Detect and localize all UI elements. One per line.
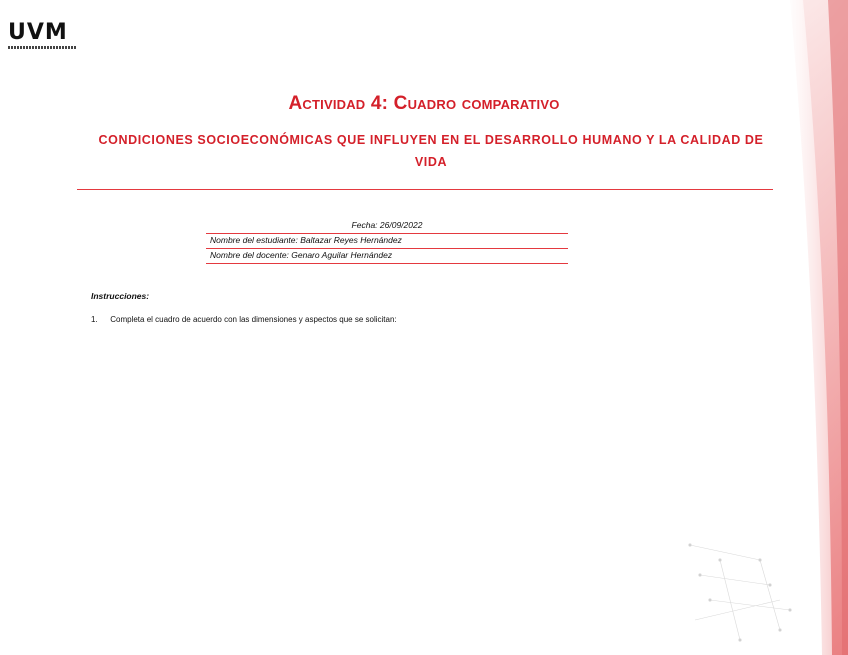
title-cap: C <box>393 93 408 114</box>
title-rest: uadro comparativo <box>407 93 560 114</box>
network-pattern <box>689 544 792 642</box>
title-number: 4: <box>370 93 389 114</box>
date-line: Fecha: 26/09/2022 <box>206 219 568 234</box>
uvm-logo <box>8 22 78 49</box>
document-title <box>0 93 848 115</box>
logo-tagline-graphic <box>8 46 76 49</box>
logo-text: UVM <box>8 20 68 45</box>
info-block <box>206 219 568 264</box>
title-divider <box>77 189 773 190</box>
document-subtitle: CONDICIONES SOCIOECONÓMICAS QUE INFLUYEN EN EL DESARROLLO HUMANO Y LA CALIDAD DE VIDA <box>98 133 764 169</box>
step-text: Completa el cuadro de acuerdo con las dimensiones y aspectos que se solicitan: <box>110 315 397 324</box>
teacher-name-line: Nombre del docente: Genaro Aguilar Hernández <box>206 249 568 264</box>
student-name-line: Nombre del estudiante: Baltazar Reyes Hernández <box>206 234 568 249</box>
instructions-heading: Instrucciones: <box>91 291 150 301</box>
title-prefix: Actividad <box>288 93 366 114</box>
step-number: 1. <box>91 315 98 324</box>
instruction-step <box>91 315 397 324</box>
